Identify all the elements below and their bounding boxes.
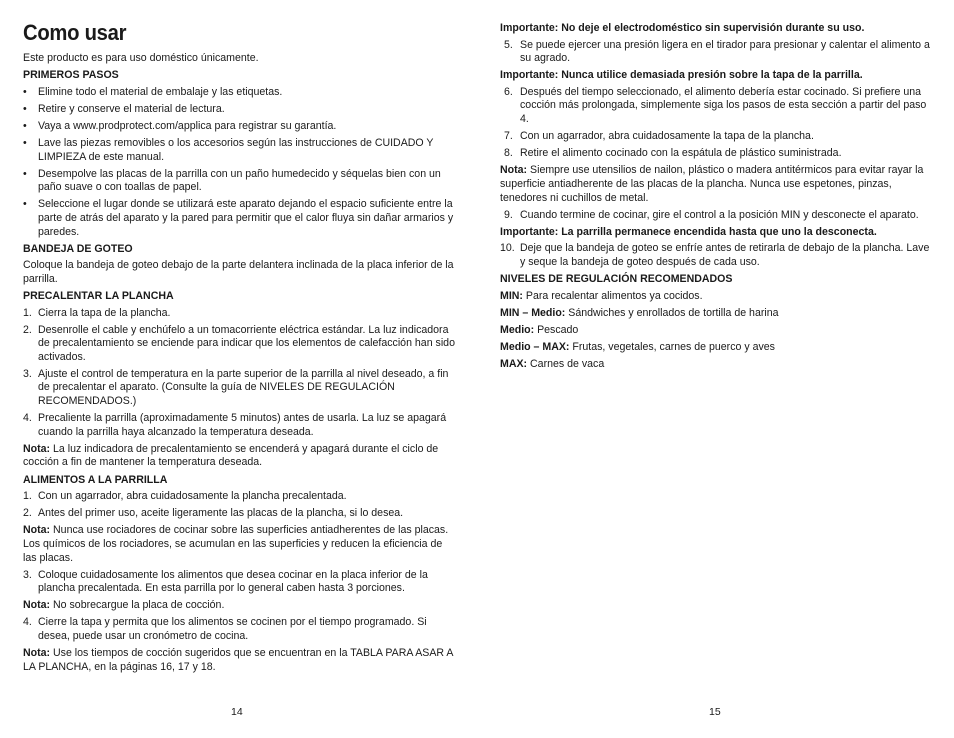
right-body — [500, 22, 935, 372]
step-item: 9. Cuando termine de cocinar, gire el control a la posición MIN y desconecte el aparato. — [504, 208, 919, 221]
step-item: 2. Desenrolle el cable y enchúfelo a un tomacorriente eléctrica estándar. La luz indicadora de precalentamiento se enciende para indicar que los elementos de calefacción han sido activados. — [23, 323, 455, 363]
niveles-row: MIN: Para recalentar alimentos ya cocidos. — [500, 289, 703, 302]
intro-text: Este producto es para uso doméstico únicamente. — [23, 52, 259, 64]
bandeja-heading: BANDEJA DE GOTEO — [23, 242, 133, 255]
alimentos-note-1: Nota: Nunca use rociadores de cocinar sobre las superficies antiadherentes de las placas. Los químicos de los rociadores, se acumulan en las superficies y reducen la eficiencia de las placas. — [23, 524, 449, 564]
step-item: 7. Con un agarrador, abra cuidadosamente la tapa de la plancha. — [504, 130, 814, 143]
page-number-left: 14 — [231, 706, 243, 718]
step-item: 4. Precaliente la parrilla (aproximadamente 5 minutos) antes de usarla. La luz se apagará cuando la parrilla haya alcanzado la temperatura deseada. — [23, 412, 447, 438]
step-item: 3. Coloque cuidadosamente los alimentos que desea cocinar en la placa inferior de la plancha precalentada. En esta parrilla por lo general caben hasta 3 porciones. — [23, 568, 428, 595]
bullet-icon: • — [23, 102, 27, 115]
step-item: 5. Se puede ejercer una presión ligera en el tirador para presionar y calentar el alimento a su agrado. — [504, 38, 930, 65]
page-number-right: 15 — [709, 706, 721, 718]
left-body — [23, 52, 458, 674]
list-item: • Lave las piezas removibles o los accesorios según las instrucciones de CUIDADO Y LIMPIEZA de este manual. — [23, 136, 434, 163]
niveles-row: Medio – MAX: Frutas, vegetales, carnes de puerco y aves — [500, 340, 775, 353]
step-item: 1. Cierra la tapa de la plancha. — [23, 306, 171, 319]
bullet-icon: • — [23, 136, 27, 149]
bullet-icon: • — [23, 198, 27, 211]
step-item: 10. Deje que la bandeja de goteo se enfríe antes de retirarla de debajo de la plancha. Lave y seque la bandeja de goteo después de cada uso. — [500, 242, 930, 268]
step-item: 3. Ajuste el control de temperatura en la parte superior de la parrilla al nivel deseado, a fin de precalentar el aparato. (Consulte la guía de NIVELES DE REGULACIÓN RECOMENDADOS.) — [23, 367, 449, 408]
alimentos-note-2: Nota: No sobrecargue la placa de cocción. — [23, 599, 225, 612]
niveles-row: MIN – Medio: Sándwiches y enrollados de tortilla de harina — [500, 306, 779, 319]
right-note: Nota: Siempre use utensilios de nailon, plástico o madera antitérmicos para evitar rayar la superficie antiadherente de las placas de la plancha. Nunca use espetones, pinzas, tenedores ni cuchillos de metal. — [500, 164, 924, 204]
list-item: • Retire y conserve el material de lectura. — [23, 102, 225, 115]
step-item: 8. Retire el alimento cocinado con la espátula de plástico suministrada. — [504, 147, 842, 160]
important-2: Importante: Nunca utilice demasiada presión sobre la tapa de la parrilla. — [500, 69, 863, 82]
niveles-row: Medio: Pescado — [500, 323, 579, 336]
precalentar-note: Nota: La luz indicadora de precalentamiento se encenderá y apagará durante el ciclo de cocción a fin de mantener la temperatura deseada. — [23, 442, 439, 469]
precalentar-heading: PRECALENTAR LA PLANCHA — [23, 289, 174, 302]
right-page — [500, 22, 935, 375]
bullet-icon: • — [23, 119, 27, 132]
list-item: • Desempolve las placas de la parrilla con un paño humedecido y séquelas bien con un paño suave o con toallas de papel. — [23, 167, 441, 194]
niveles-heading: NIVELES DE REGULACIÓN RECOMENDADOS — [500, 273, 733, 285]
alimentos-heading: ALIMENTOS A LA PARRILLA — [23, 473, 168, 486]
left-page — [23, 20, 458, 678]
step-item: 4. Cierre la tapa y permita que los alimentos se cocinen por el tiempo programado. Si desea, puede usar un cronómetro de cocina. — [23, 616, 427, 642]
list-item: • Vaya a www.prodprotect.com/applica para registrar su garantía. — [23, 119, 337, 132]
important-3: Importante: La parrilla permanece encendida hasta que uno la desconecta. — [500, 225, 877, 238]
page-title: Como usar — [23, 20, 127, 45]
list-item: • Elimine todo el material de embalaje y las etiquetas. — [23, 85, 283, 98]
step-item: 1. Con un agarrador, abra cuidadosamente la plancha precalentada. — [23, 490, 347, 503]
primeros-heading: PRIMEROS PASOS — [23, 69, 119, 82]
step-item: 2. Antes del primer uso, aceite ligeramente las placas de la plancha, si lo desea. — [23, 507, 404, 520]
list-item: • Seleccione el lugar donde se utilizará este aparato dejando el espacio suficiente entre la parte de atrás del aparato y la pared para permitir que el calor fluya sin dañar armarios y paredes. — [23, 198, 454, 238]
niveles-row: MAX: Carnes de vaca — [500, 357, 605, 370]
bullet-icon: • — [23, 85, 27, 98]
step-item: 6. Después del tiempo seleccionado, el alimento debería estar cocinado. Si prefiere una cocción más prolongada, simplemente siga los pasos de esta sección a partir del paso 4. — [504, 85, 927, 126]
alimentos-note-3: Nota: Use los tiempos de cocción sugeridos que se encuentran en la TABLA PARA ASAR A LA PLANCHA, en la páginas 16, 17 y 18. — [23, 647, 453, 673]
bullet-icon: • — [23, 167, 27, 180]
important-1: Importante: No deje el electrodoméstico sin supervisión durante su uso. — [500, 22, 865, 34]
bandeja-text: Coloque la bandeja de goteo debajo de la parte delantera inclinada de la placa inferior de la parrilla. — [23, 259, 454, 285]
